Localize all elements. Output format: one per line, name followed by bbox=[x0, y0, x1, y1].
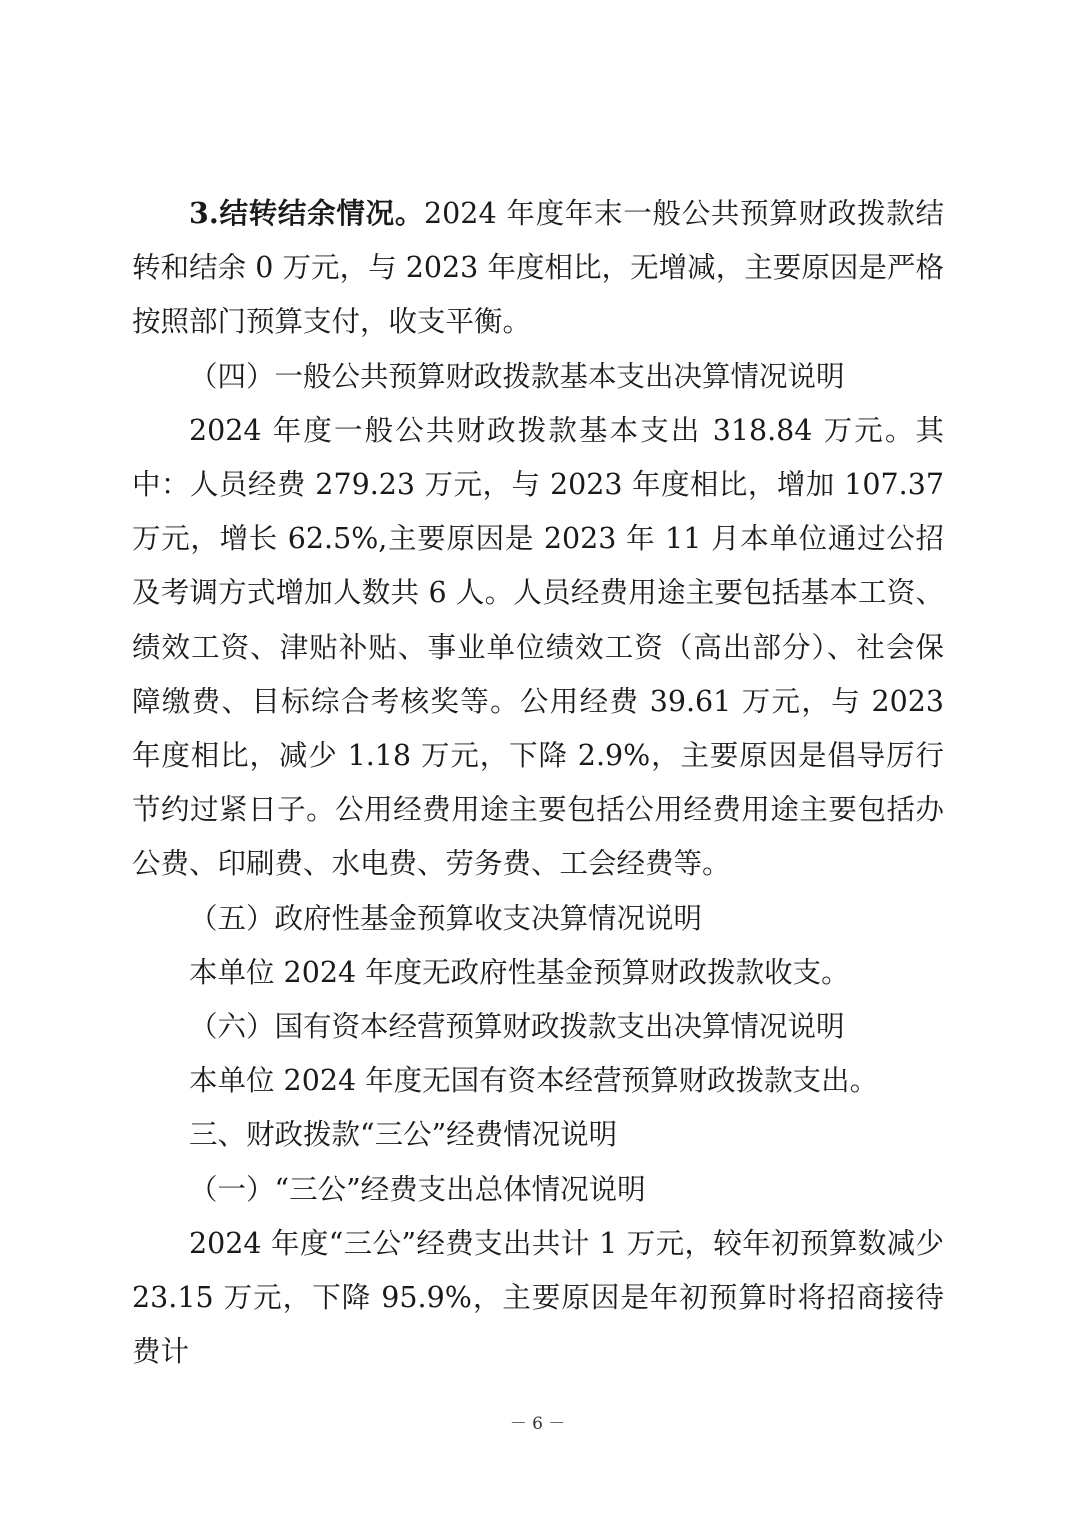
paragraph-three-public-overall: 2024 年度“三公”经费支出共计 1 万元，较年初预算数减少 23.15 万元，下降 95.9%，主要原因是年初预算时将招商接待费计 bbox=[132, 1226, 944, 1369]
subsection-heading-three-public-overall: （一）“三公”经费支出总体情况说明 bbox=[189, 1172, 646, 1206]
paragraph-state-capital: 本单位 2024 年度无国有资本经营预算财政拨款支出。 bbox=[189, 1064, 879, 1098]
section-heading-basic-expenditure: （四）一般公共预算财政拨款基本支出决算情况说明 bbox=[189, 359, 845, 393]
paragraph-government-fund: 本单位 2024 年度无政府性基金预算财政拨款收支。 bbox=[189, 955, 850, 989]
paragraph-lead: 3.结转结余情况。 bbox=[189, 196, 425, 230]
document-body bbox=[132, 186, 944, 1379]
page-number: － 6 － bbox=[509, 1414, 566, 1434]
section-heading-state-capital: （六）国有资本经营预算财政拨款支出决算情况说明 bbox=[189, 1010, 845, 1044]
paragraph-basic-expenditure: 2024 年度一般公共财政拨款基本支出 318.84 万元。其中：人员经费 279.23 万元，与 2023 年度相比，增加 107.37 万元，增长 62.5%,主要原因是 2023 年 11 月本单位通过公招及考调方式增加人数共 6 人。人员经费用途主要包括基本工资、绩效工资、津贴补贴、事业单位绩效工资（高出部分）、社会保障缴费、目标综合考核奖等。公用经费 39.61 万元，与 2023 年度相比，减少 1.18 万元，下降 2.9%，主要原因是倡导厉行节约过紧日子。公用经费用途主要包括公用经费用途主要包括办公费、印刷费、水电费、劳务费、工会经费等。 bbox=[132, 413, 944, 881]
section-heading-government-fund: （五）政府性基金预算收支决算情况说明 bbox=[189, 901, 703, 935]
paragraph-carryover bbox=[132, 186, 944, 350]
section-heading-three-public: 三、财政拨款“三公”经费情况说明 bbox=[189, 1118, 618, 1152]
paragraph-text: 2024 年度年末一般公共预算财政拨款结转和结余 0 万元，与 2023 年度相比，无增减，主要原因是严格按照部门预算支付，收支平衡。 bbox=[132, 197, 944, 339]
